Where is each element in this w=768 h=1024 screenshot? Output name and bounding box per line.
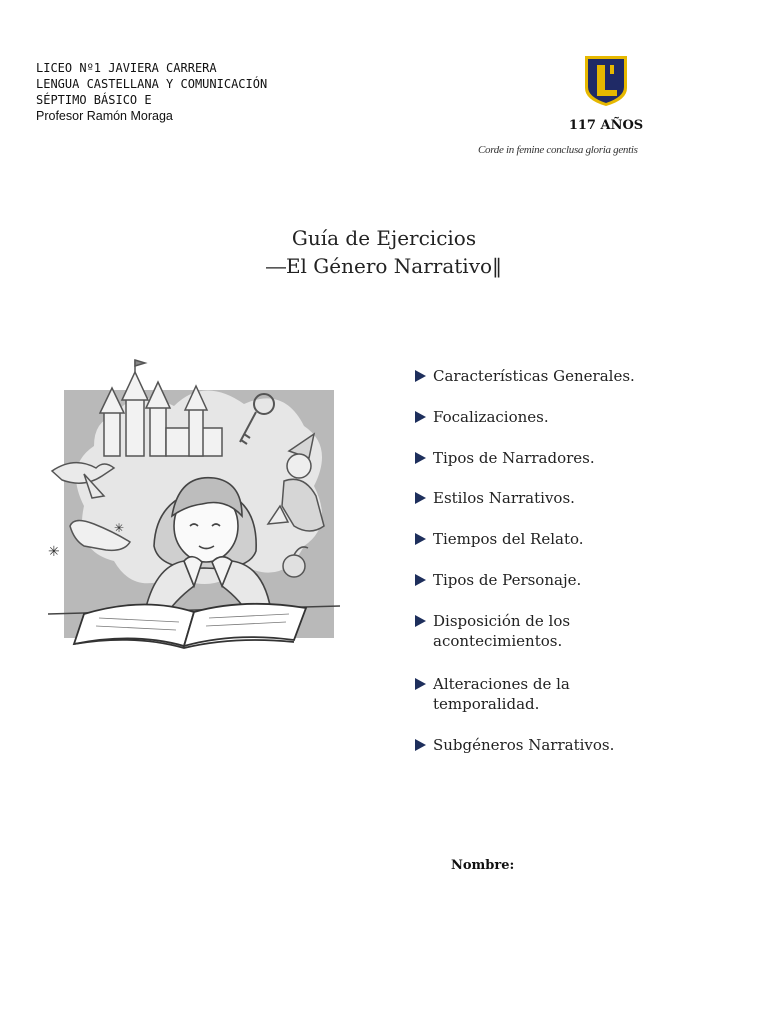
title-line-1: Guía de Ejercicios <box>291 226 477 250</box>
triangle-bullet-icon <box>415 411 426 423</box>
triangle-bullet-icon <box>415 739 426 751</box>
grade-name: SÉPTIMO BÁSICO E <box>36 93 152 107</box>
subject-name: LENGUA CASTELLANA Y COMUNICACIÓN <box>36 77 268 91</box>
list-item: Tipos de Personaje. <box>413 570 581 590</box>
list-item: Estilos Narrativos. <box>413 488 575 508</box>
anniversary-label: 117 AÑOS <box>568 118 644 133</box>
triangle-bullet-icon <box>415 370 426 382</box>
triangle-bullet-icon <box>415 678 426 690</box>
list-item: Características Generales. <box>413 366 635 386</box>
title-line-2: ―El Género Narrativo‖ <box>265 254 503 278</box>
school-header <box>36 60 267 124</box>
triangle-bullet-icon <box>415 533 426 545</box>
svg-text:✳: ✳ <box>114 521 125 535</box>
list-item: Subgéneros Narrativos. <box>413 735 614 755</box>
school-logo-icon <box>583 54 629 108</box>
name-label: Nombre: <box>451 858 515 873</box>
list-item: Tipos de Narradores. <box>413 448 595 468</box>
triangle-bullet-icon <box>415 574 426 586</box>
document-title <box>0 224 768 280</box>
triangle-bullet-icon <box>415 492 426 504</box>
list-item: Disposición de los acontecimientos. <box>413 611 623 651</box>
svg-text:✳: ✳ <box>48 544 60 560</box>
girl-reading-illustration <box>44 356 344 656</box>
list-item: Alteraciones de la temporalidad. <box>413 674 623 714</box>
triangle-bullet-icon <box>415 615 426 627</box>
school-name: LICEO Nº1 JAVIERA CARRERA <box>36 61 217 75</box>
professor-name: Profesor Ramón Moraga <box>36 109 173 123</box>
list-item: Focalizaciones. <box>413 407 549 427</box>
triangle-bullet-icon <box>415 452 426 464</box>
school-motto: Corde in femine conclusa gloria gentis <box>478 144 638 156</box>
list-item: Tiempos del Relato. <box>413 529 584 549</box>
